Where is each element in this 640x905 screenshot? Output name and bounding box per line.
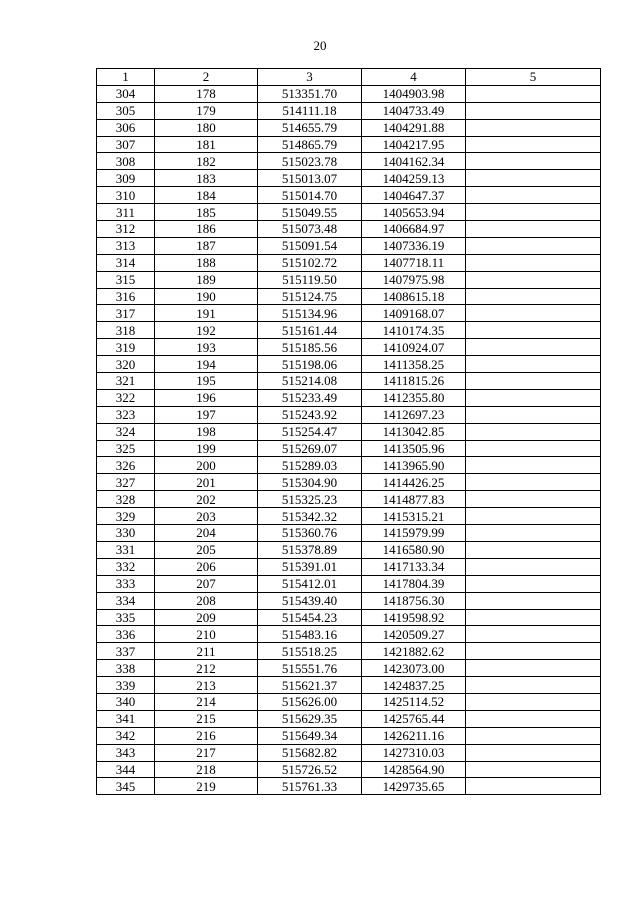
table-row: [97, 170, 601, 187]
table-cell: 337: [97, 643, 155, 660]
table-cell: 515761.33: [258, 778, 362, 795]
table-cell: 327: [97, 474, 155, 491]
table-cell: 1411358.25: [362, 356, 466, 373]
table-row: [97, 406, 601, 423]
table-cell: [466, 136, 601, 153]
table-cell: 1404647.37: [362, 187, 466, 204]
table-cell: [466, 389, 601, 406]
table-cell: 339: [97, 677, 155, 694]
table-cell: 311: [97, 204, 155, 221]
table-cell: 200: [155, 457, 258, 474]
table-cell: 515629.35: [258, 710, 362, 727]
table-cell: 515454.23: [258, 609, 362, 626]
table-cell: [466, 626, 601, 643]
table-cell: 1404733.49: [362, 102, 466, 119]
table-cell: 318: [97, 322, 155, 339]
table-cell: 1412355.80: [362, 389, 466, 406]
table-cell: [466, 288, 601, 305]
table-row: [97, 491, 601, 508]
table-cell: 201: [155, 474, 258, 491]
table-cell: 332: [97, 558, 155, 575]
table-row: [97, 389, 601, 406]
table-cell: 209: [155, 609, 258, 626]
table-cell: 515360.76: [258, 525, 362, 542]
table-cell: 217: [155, 744, 258, 761]
table-cell: [466, 305, 601, 322]
table-cell: 515073.48: [258, 221, 362, 238]
table-cell: 1421882.62: [362, 643, 466, 660]
table-cell: 180: [155, 119, 258, 136]
column-header: 3: [258, 69, 362, 86]
table-cell: [466, 237, 601, 254]
table-cell: 1407718.11: [362, 254, 466, 271]
table-cell: 515378.89: [258, 541, 362, 558]
table-cell: 514655.79: [258, 119, 362, 136]
table-cell: 515134.96: [258, 305, 362, 322]
table-cell: 515269.07: [258, 440, 362, 457]
table-cell: 192: [155, 322, 258, 339]
table-row: [97, 643, 601, 660]
table-cell: [466, 693, 601, 710]
table-row: [97, 221, 601, 238]
table-row: [97, 85, 601, 102]
table-cell: 312: [97, 221, 155, 238]
table-cell: 178: [155, 85, 258, 102]
table-cell: 1425765.44: [362, 710, 466, 727]
table-cell: 1413042.85: [362, 423, 466, 440]
table-cell: 316: [97, 288, 155, 305]
table-cell: 1416580.90: [362, 541, 466, 558]
table-cell: 515049.55: [258, 204, 362, 221]
table-row: [97, 305, 601, 322]
table-row: [97, 541, 601, 558]
table-cell: 195: [155, 373, 258, 390]
table-cell: [466, 322, 601, 339]
table-cell: [466, 373, 601, 390]
table-cell: [466, 643, 601, 660]
table-cell: 212: [155, 660, 258, 677]
table-cell: 1429735.65: [362, 778, 466, 795]
table-cell: 197: [155, 406, 258, 423]
table-cell: 342: [97, 727, 155, 744]
table-cell: 1404259.13: [362, 170, 466, 187]
table-cell: 199: [155, 440, 258, 457]
table-cell: [466, 491, 601, 508]
table-cell: 1405653.94: [362, 204, 466, 221]
table-cell: 515014.70: [258, 187, 362, 204]
table-cell: 214: [155, 693, 258, 710]
table-row: [97, 761, 601, 778]
coordinates-table: [96, 68, 601, 795]
table-cell: [466, 119, 601, 136]
table-cell: 1424837.25: [362, 677, 466, 694]
table-cell: [466, 406, 601, 423]
table-cell: 216: [155, 727, 258, 744]
table-cell: 515518.25: [258, 643, 362, 660]
table-row: [97, 677, 601, 694]
table-cell: 515119.50: [258, 271, 362, 288]
table-row: [97, 237, 601, 254]
table-row: [97, 693, 601, 710]
table-cell: 336: [97, 626, 155, 643]
table-cell: 334: [97, 592, 155, 609]
table-cell: 345: [97, 778, 155, 795]
table-cell: 182: [155, 153, 258, 170]
table-cell: 1404903.98: [362, 85, 466, 102]
table-cell: [466, 592, 601, 609]
table-cell: 515342.32: [258, 508, 362, 525]
table-cell: [466, 102, 601, 119]
table-cell: 206: [155, 558, 258, 575]
table-cell: 1417133.34: [362, 558, 466, 575]
table-row: [97, 525, 601, 542]
table-row: [97, 744, 601, 761]
table-cell: 196: [155, 389, 258, 406]
table-cell: 515124.75: [258, 288, 362, 305]
table-cell: 183: [155, 170, 258, 187]
table-cell: 325: [97, 440, 155, 457]
table-cell: [466, 474, 601, 491]
table-cell: [466, 187, 601, 204]
table-cell: 1413965.90: [362, 457, 466, 474]
table-cell: 205: [155, 541, 258, 558]
table-cell: 1414426.25: [362, 474, 466, 491]
table-cell: 186: [155, 221, 258, 238]
table-row: [97, 710, 601, 727]
table-cell: 1414877.83: [362, 491, 466, 508]
table-cell: 315: [97, 271, 155, 288]
table-cell: 211: [155, 643, 258, 660]
table-cell: 1408615.18: [362, 288, 466, 305]
table-cell: [466, 271, 601, 288]
table-row: [97, 254, 601, 271]
table-cell: [466, 457, 601, 474]
table-cell: 306: [97, 119, 155, 136]
table-cell: 190: [155, 288, 258, 305]
table-cell: 188: [155, 254, 258, 271]
column-header: 5: [466, 69, 601, 86]
table-cell: 515161.44: [258, 322, 362, 339]
table-cell: 326: [97, 457, 155, 474]
table-row: [97, 440, 601, 457]
table-row: [97, 153, 601, 170]
table-cell: 210: [155, 626, 258, 643]
table-cell: 515325.23: [258, 491, 362, 508]
table-cell: 179: [155, 102, 258, 119]
table-cell: 1413505.96: [362, 440, 466, 457]
table-row: [97, 660, 601, 677]
table-cell: [466, 710, 601, 727]
table-cell: [466, 761, 601, 778]
table-cell: 320: [97, 356, 155, 373]
table-row: [97, 778, 601, 795]
table-cell: [466, 170, 601, 187]
table-cell: [466, 778, 601, 795]
table-cell: 343: [97, 744, 155, 761]
table-cell: 515013.07: [258, 170, 362, 187]
table-cell: 344: [97, 761, 155, 778]
table-cell: [466, 356, 601, 373]
table-cell: 1407975.98: [362, 271, 466, 288]
table-row: [97, 271, 601, 288]
table-cell: 515214.08: [258, 373, 362, 390]
table-cell: 515726.52: [258, 761, 362, 778]
table-cell: 307: [97, 136, 155, 153]
page-number: 20: [313, 38, 327, 53]
table-cell: 330: [97, 525, 155, 542]
table-cell: 1425114.52: [362, 693, 466, 710]
table-cell: 1428564.90: [362, 761, 466, 778]
table-cell: 213: [155, 677, 258, 694]
table-cell: [466, 440, 601, 457]
table-cell: 515289.03: [258, 457, 362, 474]
table-cell: 319: [97, 339, 155, 356]
table-cell: 207: [155, 575, 258, 592]
table-cell: 1404162.34: [362, 153, 466, 170]
table-cell: 324: [97, 423, 155, 440]
table-cell: 335: [97, 609, 155, 626]
table-cell: 304: [97, 85, 155, 102]
table-cell: [466, 254, 601, 271]
table-cell: 515304.90: [258, 474, 362, 491]
table-cell: 1409168.07: [362, 305, 466, 322]
table-cell: 515621.37: [258, 677, 362, 694]
table-cell: 1404291.88: [362, 119, 466, 136]
table-row: [97, 457, 601, 474]
table-cell: [466, 660, 601, 677]
table-row: [97, 474, 601, 491]
table-cell: 341: [97, 710, 155, 727]
table-cell: 218: [155, 761, 258, 778]
table-cell: 208: [155, 592, 258, 609]
table-cell: 309: [97, 170, 155, 187]
table-cell: 321: [97, 373, 155, 390]
table-cell: 515682.82: [258, 744, 362, 761]
table-cell: 515626.00: [258, 693, 362, 710]
table-cell: 314: [97, 254, 155, 271]
table-row: [97, 102, 601, 119]
column-header: 2: [155, 69, 258, 86]
table-cell: 185: [155, 204, 258, 221]
table-cell: 340: [97, 693, 155, 710]
table-cell: 515243.92: [258, 406, 362, 423]
table-row: [97, 373, 601, 390]
table-row: [97, 508, 601, 525]
table-cell: 202: [155, 491, 258, 508]
table-cell: 1404217.95: [362, 136, 466, 153]
table-cell: [466, 423, 601, 440]
table-cell: 1427310.03: [362, 744, 466, 761]
table-row: [97, 626, 601, 643]
table-cell: 515023.78: [258, 153, 362, 170]
table-cell: [466, 575, 601, 592]
table-cell: 215: [155, 710, 258, 727]
table-cell: 515391.01: [258, 558, 362, 575]
table-cell: [466, 221, 601, 238]
table-row: [97, 288, 601, 305]
table-cell: 194: [155, 356, 258, 373]
table-cell: 338: [97, 660, 155, 677]
table-cell: 329: [97, 508, 155, 525]
table-cell: 513351.70: [258, 85, 362, 102]
table-cell: [466, 558, 601, 575]
table-cell: 219: [155, 778, 258, 795]
table-row: [97, 558, 601, 575]
table-cell: 313: [97, 237, 155, 254]
table-cell: 515412.01: [258, 575, 362, 592]
table-cell: 181: [155, 136, 258, 153]
table-cell: 1415315.21: [362, 508, 466, 525]
table-row: [97, 727, 601, 744]
table-cell: 1410174.35: [362, 322, 466, 339]
table-row: [97, 339, 601, 356]
table-cell: 1411815.26: [362, 373, 466, 390]
table-cell: 515254.47: [258, 423, 362, 440]
table-cell: 187: [155, 237, 258, 254]
table-cell: 1410924.07: [362, 339, 466, 356]
table-cell: 514865.79: [258, 136, 362, 153]
table-cell: 515439.40: [258, 592, 362, 609]
table-cell: [466, 609, 601, 626]
table-cell: 198: [155, 423, 258, 440]
table-cell: 1418756.30: [362, 592, 466, 609]
column-header: 1: [97, 69, 155, 86]
table-cell: 515185.56: [258, 339, 362, 356]
table-cell: 515483.16: [258, 626, 362, 643]
table-cell: 317: [97, 305, 155, 322]
table-cell: 1423073.00: [362, 660, 466, 677]
table-row: [97, 187, 601, 204]
table-cell: 193: [155, 339, 258, 356]
table-cell: 331: [97, 541, 155, 558]
table-cell: [466, 508, 601, 525]
table-cell: 1420509.27: [362, 626, 466, 643]
table-row: [97, 592, 601, 609]
table-cell: 1426211.16: [362, 727, 466, 744]
table-cell: 322: [97, 389, 155, 406]
table-cell: 515198.06: [258, 356, 362, 373]
table-row: [97, 356, 601, 373]
table-cell: 515102.72: [258, 254, 362, 271]
table-cell: 184: [155, 187, 258, 204]
table-row: [97, 423, 601, 440]
table-row: [97, 575, 601, 592]
table-cell: 1412697.23: [362, 406, 466, 423]
table-cell: [466, 677, 601, 694]
table-cell: 1419598.92: [362, 609, 466, 626]
table-cell: 1407336.19: [362, 237, 466, 254]
table-cell: 308: [97, 153, 155, 170]
table-cell: 203: [155, 508, 258, 525]
table-cell: 1417804.39: [362, 575, 466, 592]
column-header: 4: [362, 69, 466, 86]
table-cell: [466, 339, 601, 356]
table-cell: 515551.76: [258, 660, 362, 677]
table-body: [97, 85, 601, 794]
table-cell: 204: [155, 525, 258, 542]
table-cell: 515233.49: [258, 389, 362, 406]
table-cell: 189: [155, 271, 258, 288]
table-cell: 191: [155, 305, 258, 322]
table-cell: 1406684.97: [362, 221, 466, 238]
table-header-row: [97, 69, 601, 86]
table-cell: 323: [97, 406, 155, 423]
table-cell: [466, 744, 601, 761]
table-cell: 515091.54: [258, 237, 362, 254]
table-row: [97, 119, 601, 136]
table-cell: [466, 204, 601, 221]
table-row: [97, 204, 601, 221]
table-cell: 514111.18: [258, 102, 362, 119]
table-cell: [466, 153, 601, 170]
table-row: [97, 136, 601, 153]
table-row: [97, 609, 601, 626]
table-cell: 328: [97, 491, 155, 508]
table-cell: 333: [97, 575, 155, 592]
table-cell: [466, 541, 601, 558]
table-cell: [466, 525, 601, 542]
table-cell: 515649.34: [258, 727, 362, 744]
table-cell: [466, 727, 601, 744]
table-cell: 1415979.99: [362, 525, 466, 542]
table-cell: [466, 85, 601, 102]
table-row: [97, 322, 601, 339]
table-cell: 305: [97, 102, 155, 119]
table-cell: 310: [97, 187, 155, 204]
